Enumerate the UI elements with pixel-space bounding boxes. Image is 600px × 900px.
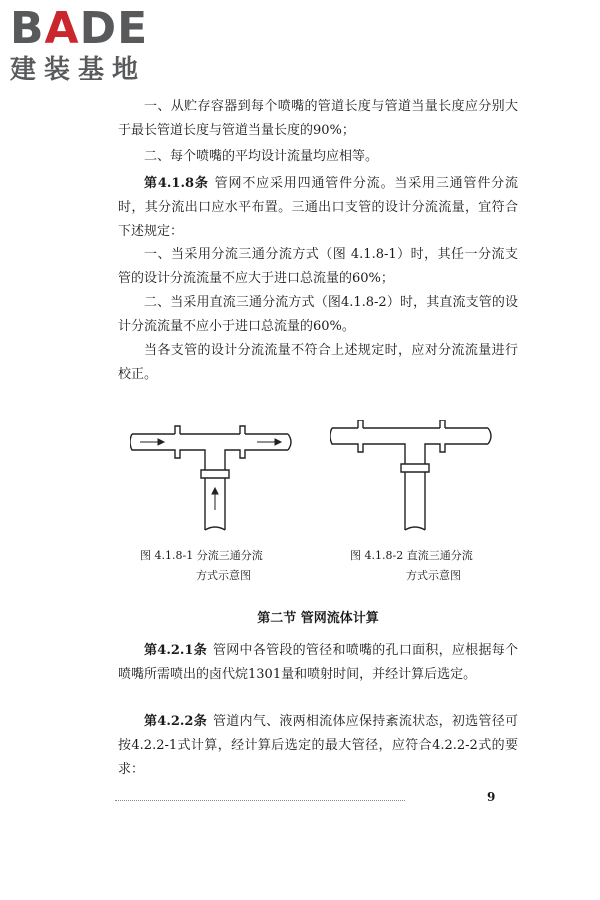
page-number: 9 xyxy=(487,790,496,804)
figure-caption-2: 图 4.1.8-2 直流三通分流 方式示意图 xyxy=(350,549,473,582)
footer-divider xyxy=(115,800,405,801)
paragraph-correction: 当各支管的设计分流流量不符合上述规定时，应对分流流量进行校正。 xyxy=(118,343,518,382)
logo-subtitle: 建装基地 xyxy=(10,55,147,85)
article-4-1-8 xyxy=(118,172,518,244)
article-4-2-1 xyxy=(118,639,518,687)
article-text: 管道内气、液两相流体应保持紊流状态，初选管径可按4.2.2-1式计算，经计算后选定的最大管径，应符合4.2.2-2式的要求： xyxy=(118,714,518,777)
article-4-2-2 xyxy=(118,710,518,782)
section-title: 第二节 管网流体计算 xyxy=(257,611,379,626)
article-text: 管网中各管段的管径和喷嘴的孔口面积，应根据每个喷嘴所需喷出的卤代烷1301量和喷射时间，并经计算后选定。 xyxy=(118,643,518,682)
paragraph-item-1: 一、从贮存容器到每个喷嘴的管道长度与管道当量长度应分别大于最长管道长度与管道当量长度的90%； xyxy=(118,99,518,138)
figure-caption-1: 图 4.1.8-1 分流三通分流 方式示意图 xyxy=(140,549,263,582)
paragraph-rule-1: 一、当采用分流三通分流方式（图 4.1.8-1）时，其任一分流支管的设计分流流量不应大于进口总流量的60%； xyxy=(118,247,518,286)
figure-straight-tee-diagram xyxy=(330,420,500,535)
article-label: 第4.2.2条 xyxy=(144,714,208,729)
article-text: 管网不应采用四通管件分流。当采用三通管件分流时，其分流出口应水平布置。三通出口支管的设计分流流量，宜符合下述规定： xyxy=(118,176,518,239)
paragraph-item-2: 二、每个喷嘴的平均设计流量均应相等。 xyxy=(144,149,379,164)
logo-wordmark: BADE xyxy=(10,3,149,54)
logo xyxy=(10,3,185,86)
article-label: 第4.1.8条 xyxy=(144,176,209,191)
paragraph-rule-2: 二、当采用直流三通分流方式（图4.1.8-2）时，其直流支管的设计分流流量不应小于进口总流量的60%。 xyxy=(118,295,518,334)
article-label: 第4.2.1条 xyxy=(144,643,208,658)
figure-split-tee-diagram xyxy=(130,420,300,535)
